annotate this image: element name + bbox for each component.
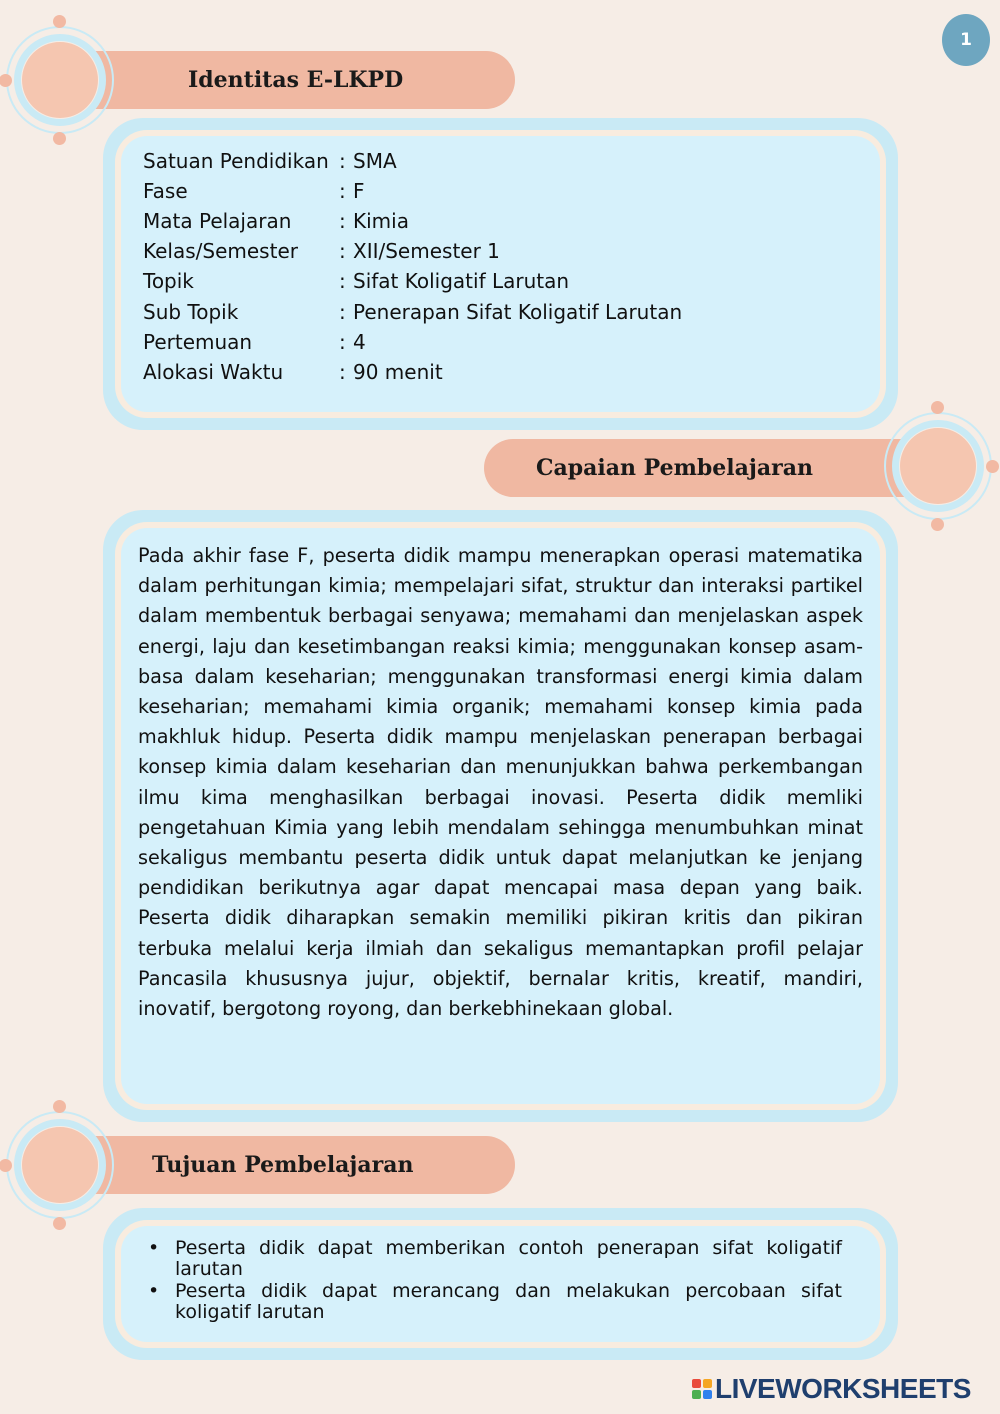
brand-name: LIVEWORKSHEETS [715, 1373, 971, 1404]
circle-ornament-icon [2, 1107, 118, 1223]
circle-ornament-icon [880, 408, 996, 524]
identitas-row: Kelas/Semester : XII/Semester 1 [143, 239, 500, 263]
identitas-row: Fase : F [143, 179, 365, 203]
identitas-row: Satuan Pendidikan : SMA [143, 149, 397, 173]
bullet-icon: • [148, 1237, 160, 1259]
identitas-row: Pertemuan : 4 [143, 330, 366, 354]
list-item: • Peserta didik dapat merancang dan melakukan percobaan sifat koligatif larutan [148, 1280, 842, 1323]
tujuan-banner [60, 1136, 515, 1194]
identitas-banner [60, 51, 515, 109]
liveworksheets-logo[interactable] [692, 1373, 971, 1405]
bullet-icon: • [148, 1280, 160, 1302]
capaian-banner [484, 439, 939, 497]
circle-ornament-icon [2, 22, 118, 138]
identitas-row: Alokasi Waktu : 90 menit [143, 360, 443, 384]
tujuan-list [148, 1238, 842, 1324]
list-item: • Peserta didik dapat memberikan contoh penerapan sifat koligatif larutan [148, 1237, 842, 1280]
identitas-row: Topik : Sifat Koligatif Larutan [143, 269, 570, 293]
identitas-row: Mata Pelajaran : Kimia [143, 209, 409, 233]
identitas-row: Sub Topik : Penerapan Sifat Koligatif Larutan [143, 300, 683, 324]
page-number-badge: 1 [942, 14, 990, 66]
capaian-title: Capaian Pembelajaran [536, 455, 813, 481]
tujuan-title: Tujuan Pembelajaran [152, 1152, 414, 1178]
identitas-title: Identitas E-LKPD [188, 67, 404, 93]
capaian-text: Pada akhir fase F, peserta didik mampu menerapkan operasi matematika dalam perhitungan kimia; mempelajari sifat, struktur dan interaksi partikel dalam membentuk berbagai senyawa; memahami dan menjelaskan aspek energi, laju dan kesetimbangan reaksi kimia; menggunakan konsep asam-basa dalam keseharian; menggunakan transformasi energi kimia dalam keseharian; memahami kimia organik; memahami konsep kimia pada makhluk hidup. Peserta didik mampu menjelaskan penerapan berbagai konsep kimia dalam keseharian dan menunjukkan bahwa perkembangan ilmu kima menghasilkan berbagai inovasi. Peserta didik memliki pengetahuan Kimia yang lebih mendalam sehingga menumbuhkan minat sekaligus membantu peserta didik untuk dapat melanjutkan ke jenjang pendidikan berikutnya agar dapat mencapai masa depan yang baik. Peserta didik diharapkan semakin memiliki pikiran kritis dan pikiran terbuka melalui kerja ilmiah dan sekaligus memantapkan profil pelajar Pancasila khususnya jujur, objektif, bernalar kritis, kreatif, mandiri, inovatif, bergotong royong, dan berkebhinekaan global. [138, 544, 863, 1021]
liveworksheets-mark-icon [692, 1379, 712, 1399]
